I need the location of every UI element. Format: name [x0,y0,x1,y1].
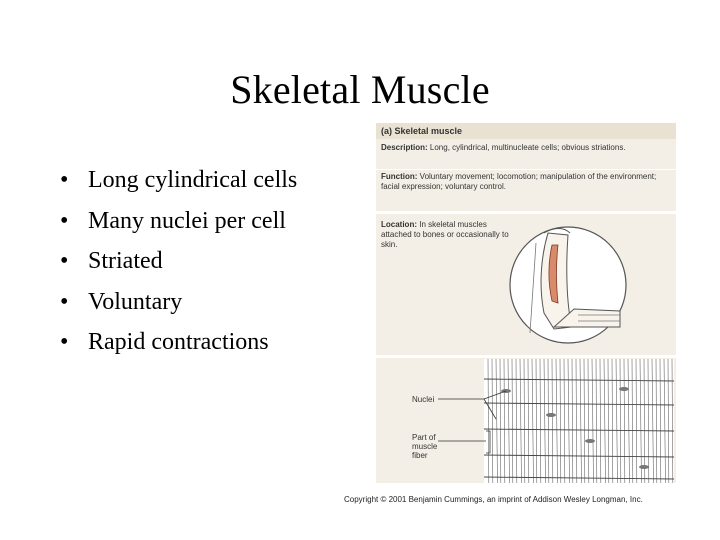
copyright-notice: Copyright © 2001 Benjamin Cummings, an imprint of Addison Wesley Longman, Inc. [344,495,643,504]
bullet-text: Rapid contractions [88,329,269,355]
muscle-fiber-label: Part of muscle fiber [412,433,438,460]
bullet-item [60,160,297,201]
bullet-item [60,201,297,242]
bullet-dot-icon: • [60,288,69,315]
bullet-text: Many nuclei per cell [88,207,286,234]
figure-divider [376,211,676,214]
figure-heading: (a) Skeletal muscle [376,123,676,139]
bullet-dot-icon: • [60,248,69,274]
nuclei-label: Nuclei [412,395,435,404]
bullet-item [60,322,297,363]
figure-divider [376,355,676,358]
location-label: Location: [381,220,417,229]
description-text: Long, cylindrical, multinucleate cells; obvious striations. [429,143,626,152]
figure-description [376,141,676,165]
slide-title [0,66,720,113]
skeletal-muscle-figure [376,123,676,483]
slide-title-text: Skeletal Muscle [230,67,490,112]
bullet-list [60,160,297,363]
bullet-dot-icon: • [60,207,69,234]
bullet-text: Voluntary [88,288,183,315]
striated-fibers-drawing [376,359,676,483]
bullet-dot-icon: • [60,329,69,355]
bullet-text: Striated [88,248,163,274]
muscle-micrograph [376,359,676,483]
figure-location [376,218,516,252]
bullet-text: Long cylindrical cells [88,167,298,193]
muscle-highlight [549,245,558,303]
description-label: Description: [381,143,428,152]
function-text: Voluntary movement; locomotion; manipulation of the environment; facial expression; voluntary control. [381,172,657,191]
figure-function [376,169,676,197]
bullet-item [60,241,297,282]
function-label: Function: [381,172,418,181]
arm-illustration [508,223,628,347]
bullet-item [60,282,297,323]
bullet-dot-icon: • [60,167,69,193]
location-text: In skeletal muscles attached to bones or occasionally to skin. [381,220,509,249]
